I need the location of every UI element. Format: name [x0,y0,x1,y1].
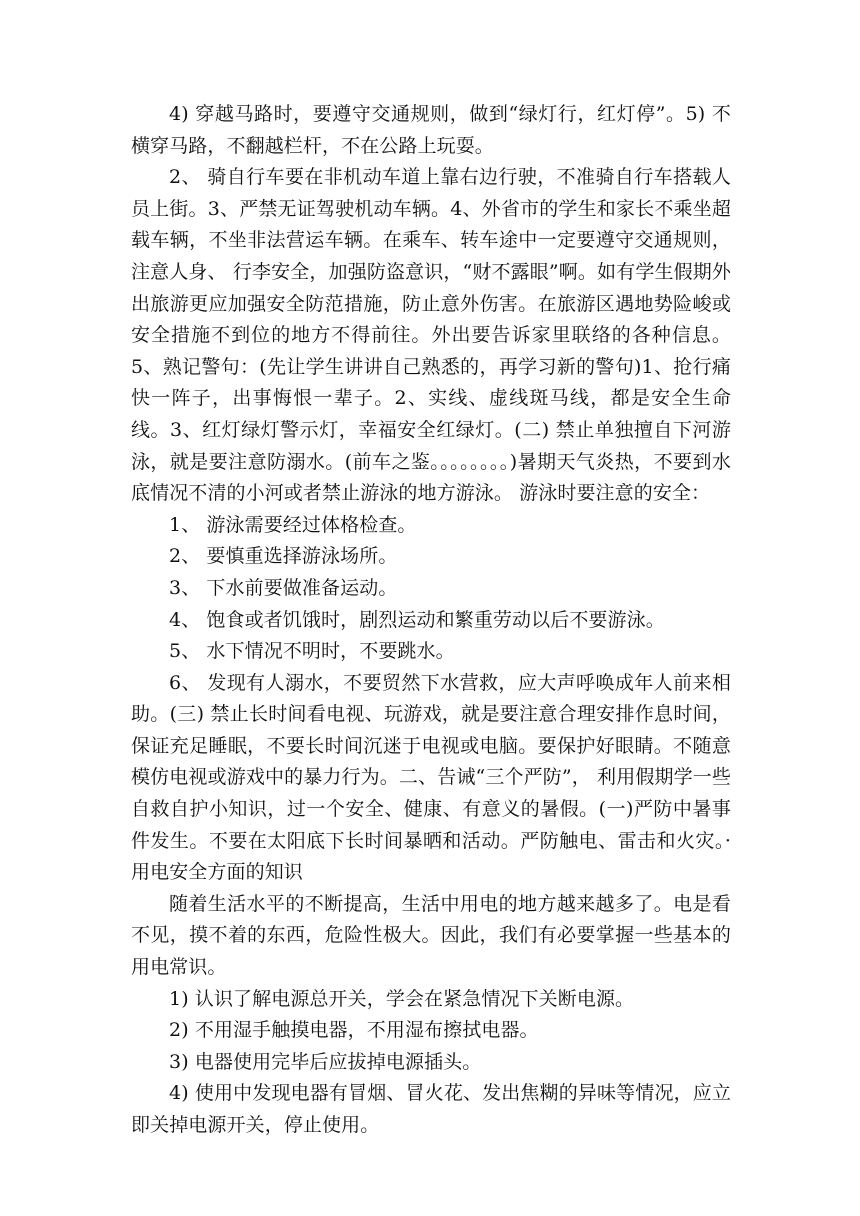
paragraph-crossing-road: 4) 穿越马路时，要遵守交通规则，做到“绿灯行，红灯停”。5) 不横穿马路，不翻越栏杆，不在公路上玩耍。 [131,103,731,157]
document-page [131,99,731,1142]
list-item-swim-1: 1、 游泳需要经过体格检查。 [169,513,417,536]
paragraph-electricity-intro: 随着生活水平的不断提高，生活中用电的地方越来越多了。电是看不见，摸不着的东西，危险性极大。因此，我们有必要掌握一些基本的用电常识。 [131,892,731,979]
list-item-swim-4: 4、 饱食或者饥饿时，剧烈运动和繁重劳动以后不要游泳。 [169,608,665,631]
list-item-electric-1: 1) 认识了解电源总开关，学会在紧急情况下关断电源。 [169,987,635,1010]
list-item-electric-2: 2) 不用湿手触摸电器，不用湿布擦拭电器。 [169,1019,539,1042]
paragraph-rescue-and-safety: 6、 发现有人溺水，不要贸然下水营救，应大声呼唤成年人前来相助。(三) 禁止长时间看电视、玩游戏，就是要注意合理安排作息时间，保证充足睡眠，不要长时间沉迷于电视或电脑。要保护好眼睛。不随意模仿电视或游戏中的暴力行为。二、告诫“三个严防”， 利用假期学一些自救自护小知识，过一个安全、健康、有意义的暑假。(一)严防中暑事件发生。不要在太阳底下长时间暴晒和活动。严防触电、雷击和火灾。·用电安全方面的知识 [131,671,731,884]
list-item-swim-5: 5、 水下情况不明时，不要跳水。 [169,640,455,663]
paragraph-bicycle-travel: 2、 骑自行车要在非机动车道上靠右边行驶，不准骑自行车搭载人员上街。3、严禁无证驾驶机动车辆。4、外省市的学生和家长不乘坐超载车辆，不坐非法营运车辆。在乘车、转车途中一定要遵守交通规则，注意人身、 行李安全，加强防盗意识，“财不露眼”啊。如有学生假期外出旅游更应加强安全防范措施，防止意外伤害。在旅游区遇地势险峻或安全措施不到位的地方不得前往。外出要告诉家里联络的各种信息。5、熟记警句：(先让学生讲讲自己熟悉的，再学习新的警句)1、抢行痛快一阵子，出事悔恨一辈子。2、实线、虚线斑马线，都是安全生命线。3、红灯绿灯警示灯，幸福安全红绿灯。(二) 禁止单独擅自下河游泳，就是要注意防溺水。(前车之鉴。。。。。。。。)暑期天气炎热，不要到水底情况不清的小河或者禁止游泳的地方游泳。 游泳时要注意的安全： [131,166,731,505]
list-item-electric-3: 3) 电器使用完毕后应拔掉电源插头。 [169,1050,482,1073]
list-item-electric-4: 4) 使用中发现电器有冒烟、冒火花、发出焦糊的异味等情况，应立即关掉电源开关，停止使用。 [131,1082,731,1136]
list-item-swim-2: 2、 要慎重选择游泳场所。 [169,545,398,568]
list-item-swim-3: 3、 下水前要做准备运动。 [169,576,398,599]
